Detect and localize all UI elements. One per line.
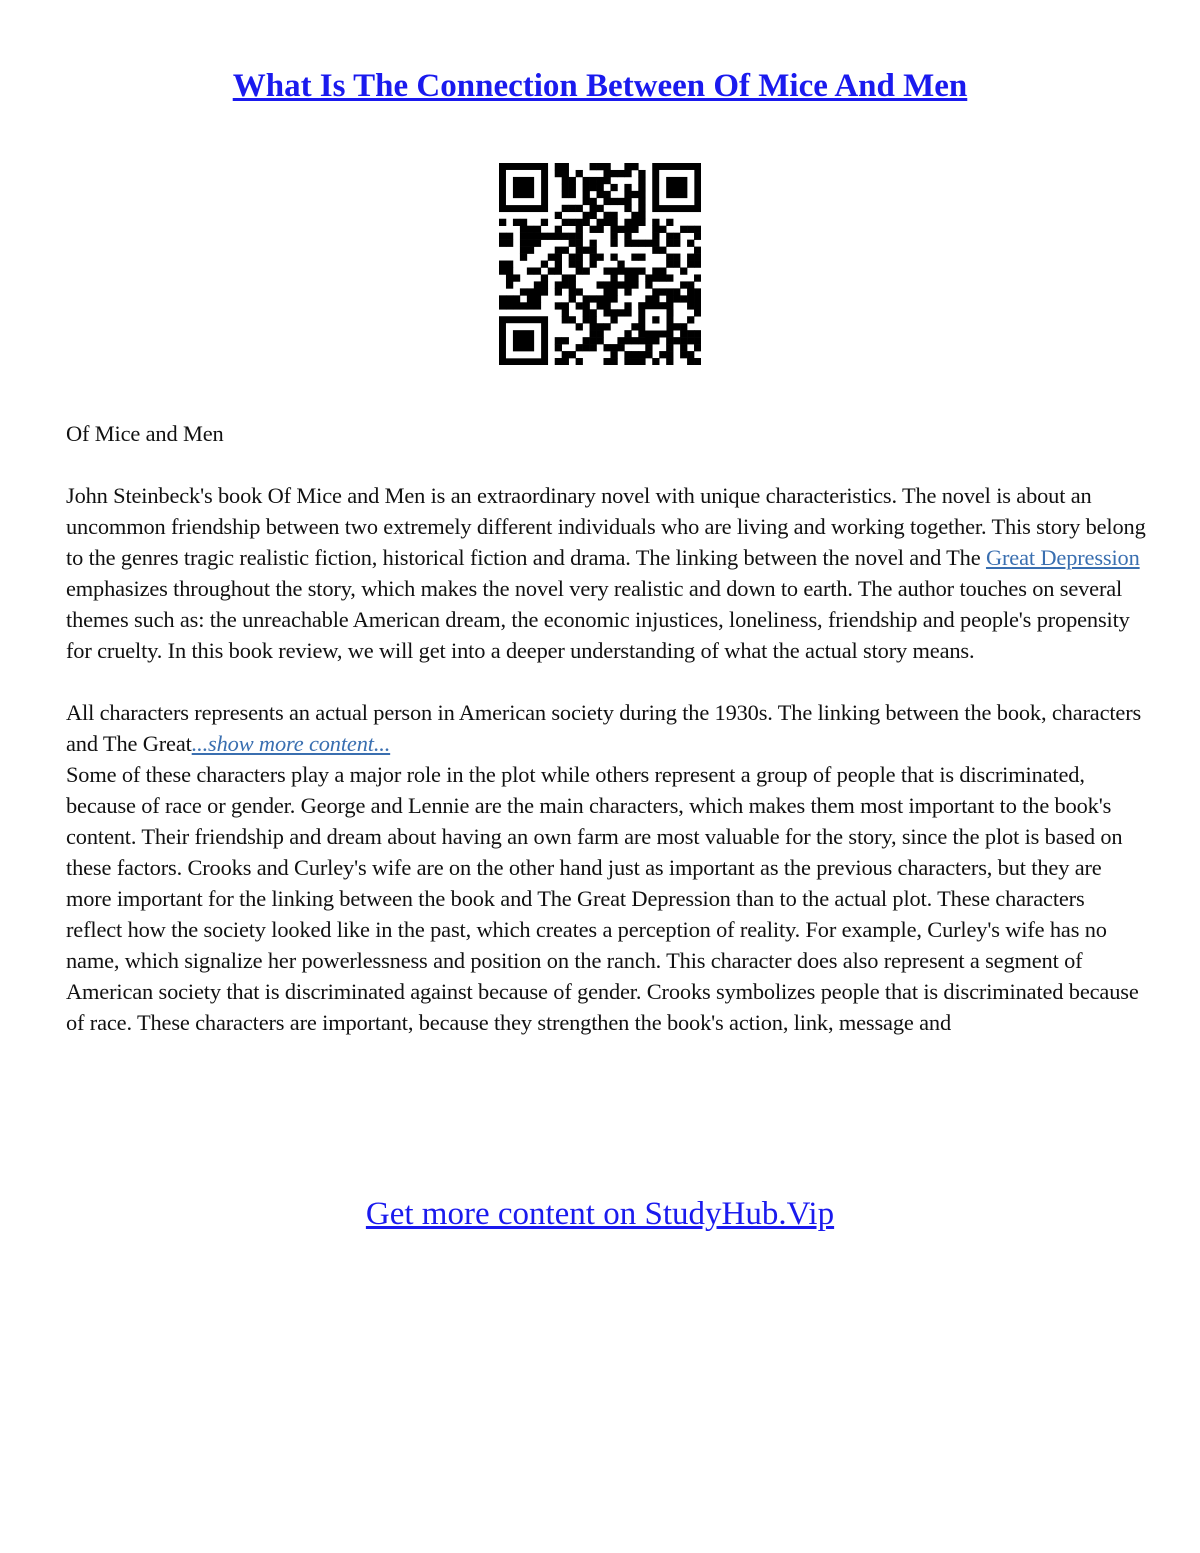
- qr-code-graphic: [499, 163, 701, 365]
- studyhub-link[interactable]: Get more content on StudyHub.Vip: [365, 1196, 835, 1232]
- paragraph-intro-text-a: John Steinbeck's book Of Mice and Men is an extraordinary novel with unique characteristics. The novel is about an uncommon friendship between two extremely different individuals who are living and working together. This story belong to the genres tragic realistic fiction, historical fiction and drama. The linking between the novel and The: [66, 483, 1146, 570]
- paragraph-intro: [66, 480, 1146, 666]
- article-heading: Of Mice and Men: [66, 421, 224, 446]
- great-depression-link[interactable]: Great Depression: [985, 545, 1140, 570]
- page-title: [0, 64, 1200, 108]
- footer-cta: [0, 1192, 1200, 1236]
- paragraph-analysis: Some of these characters play a major role in the plot while others represent a group of people that is discriminated, because of race or gender. George and Lennie are the main characters, which makes them most important to the book's content. Their friendship and dream about having an own farm are most valuable for the story, since the plot is based on these factors. Crooks and Curley's wife are on the other hand just as important as the previous characters, but they are more important for the linking between the book and The Great Depression than to the actual plot. These characters reflect how the society looked like in the past, which creates a perception of reality. For example, Curley's wife has no name, which signalize her powerlessness and position on the ranch. This character does also represent a segment of American society that is discriminated against because of gender. Crooks symbolizes people that is discriminated because of race. These characters are important, because they strengthen the book's action, link, message and: [66, 762, 1139, 1035]
- article-body: [66, 418, 1146, 1038]
- title-link[interactable]: What Is The Connection Between Of Mice And Men: [232, 68, 968, 104]
- paragraph-intro-text-b: emphasizes throughout the story, which makes the novel very realistic and down to earth. The author touches on several themes such as: the unreachable American dream, the economic injustices, loneliness, friendship and people's propensity for cruelty. In this book review, we will get into a deeper understanding of what the actual story means.: [66, 576, 1130, 663]
- paragraph-characters-text: All characters represents an actual person in American society during the 1930s. The linking between the book, characters and The Great: [66, 700, 1142, 756]
- paragraph-characters: [66, 697, 1146, 759]
- qr-code-image: [499, 163, 701, 365]
- show-more-link[interactable]: ...show more content...: [191, 731, 391, 756]
